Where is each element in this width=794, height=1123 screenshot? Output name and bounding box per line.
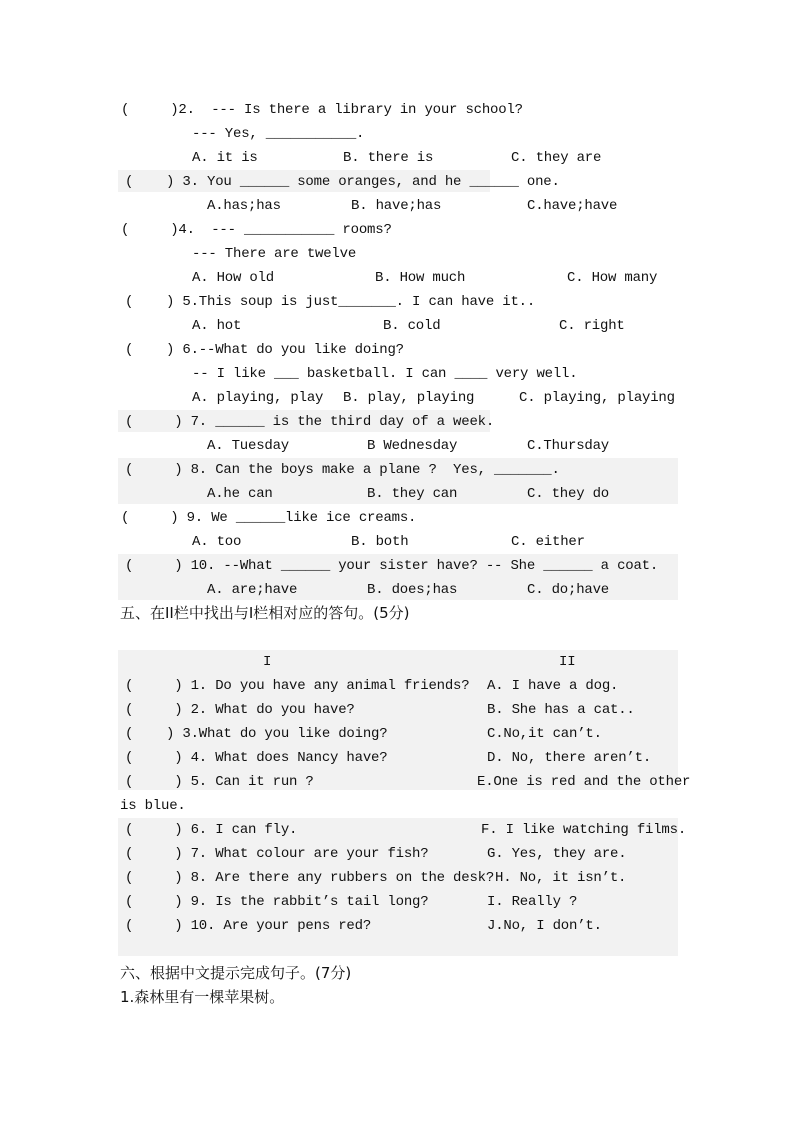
match-question-1: ( ) 1. Do you have any animal friends? (125, 678, 470, 694)
q8-option-a: A.he can (207, 486, 273, 502)
q7-option-b: B Wednesday (367, 438, 458, 454)
match-question-2: ( ) 2. What do you have? (125, 702, 355, 718)
match-answer-g: G. Yes, they are. (487, 846, 627, 862)
q10-option-a: A. are;have (207, 582, 298, 598)
match-answer-b: B. She has a cat.. (487, 702, 635, 718)
match-answer-a: A. I have a dog. (487, 678, 619, 694)
q10-option-c: C. do;have (527, 582, 610, 598)
match-question-10: ( ) 10. Are your pens red? (125, 918, 372, 934)
match-answer-c: C.No,it can’t. (487, 726, 602, 742)
section5-title: 五、在II栏中找出与I栏相对应的答句。(5分) (120, 604, 410, 622)
column-ii-header: II (559, 654, 576, 670)
q3-option-a: A.has;has (207, 198, 281, 214)
match-answer-f: F. I like watching films. (481, 822, 687, 838)
q9-option-a: A. too (192, 534, 242, 550)
q4-stem: ( )4. --- ___________ rooms? (121, 222, 392, 238)
q8-option-c: C. they do (527, 486, 610, 502)
q5-stem: ( ) 5.This soup is just_______. I can have it.. (125, 294, 536, 310)
q6-stem: ( ) 6.--What do you like doing? (125, 342, 404, 358)
match-answer-j: J.No, I don’t. (487, 918, 602, 934)
match-answer-h: H. No, it isn’t. (495, 870, 627, 886)
q2-stem: ( )2. --- Is there a library in your school? (121, 102, 523, 118)
q7-option-a: A. Tuesday (207, 438, 290, 454)
q3-option-b: B. have;has (351, 198, 442, 214)
match-answer-d: D. No, there aren’t. (487, 750, 652, 766)
q10-option-b: B. does;has (367, 582, 458, 598)
q4-option-a: A. How old (192, 270, 275, 286)
q8-stem: ( ) 8. Can the boys make a plane ? Yes, _______. (125, 462, 560, 478)
section6-title: 六、根据中文提示完成句子。(7分) (120, 964, 352, 982)
q5-option-c: C. right (559, 318, 625, 334)
q5-option-b: B. cold (383, 318, 441, 334)
q9-option-b: B. both (351, 534, 409, 550)
match-answer-i: I. Really ? (487, 894, 578, 910)
q4-option-c: C. How many (567, 270, 658, 286)
q6-reply: -- I like ___ basketball. I can ____ very well. (192, 366, 578, 382)
shade-band (118, 650, 678, 790)
q3-option-c: C.have;have (527, 198, 618, 214)
q2-option-b: B. there is (343, 150, 434, 166)
q5-option-a: A. hot (192, 318, 242, 334)
match-question-3: ( ) 3.What do you like doing? (125, 726, 388, 742)
q10-stem: ( ) 10. --What ______ your sister have? -- She ______ a coat. (125, 558, 659, 574)
column-i-header: I (263, 654, 272, 670)
q7-stem: ( ) 7. ______ is the third day of a week. (125, 414, 495, 430)
q8-option-b: B. they can (367, 486, 458, 502)
q7-option-c: C.Thursday (527, 438, 610, 454)
q4-option-b: B. How much (375, 270, 466, 286)
section6-item-1: 1.森林里有一棵苹果树。 (120, 988, 285, 1006)
q2-option-a: A. it is (192, 150, 258, 166)
q6-option-b: B. play, playing (343, 390, 475, 406)
match-question-4: ( ) 4. What does Nancy have? (125, 750, 388, 766)
match-question-7: ( ) 7. What colour are your fish? (125, 846, 429, 862)
match-question-9: ( ) 9. Is the rabbit’s tail long? (125, 894, 429, 910)
match-question-5: ( ) 5. Can it run ? (125, 774, 314, 790)
q9-stem: ( ) 9. We ______like ice creams. (121, 510, 417, 526)
q6-option-c: C. playing, playing (519, 390, 675, 406)
match-question-8: ( ) 8. Are there any rubbers on the desk? (125, 870, 495, 886)
match-question-6: ( ) 6. I can fly. (125, 822, 298, 838)
q9-option-c: C. either (511, 534, 585, 550)
match-answer-e-wrap: is blue. (120, 798, 186, 814)
q4-reply: --- There are twelve (192, 246, 357, 262)
q3-stem: ( ) 3. You ______ some oranges, and he ______ one. (125, 174, 560, 190)
q6-option-a: A. playing, play (192, 390, 324, 406)
match-answer-e: E.One is red and the other (477, 774, 691, 790)
q2-reply: --- Yes, ___________. (192, 126, 365, 142)
q2-option-c: C. they are (511, 150, 602, 166)
